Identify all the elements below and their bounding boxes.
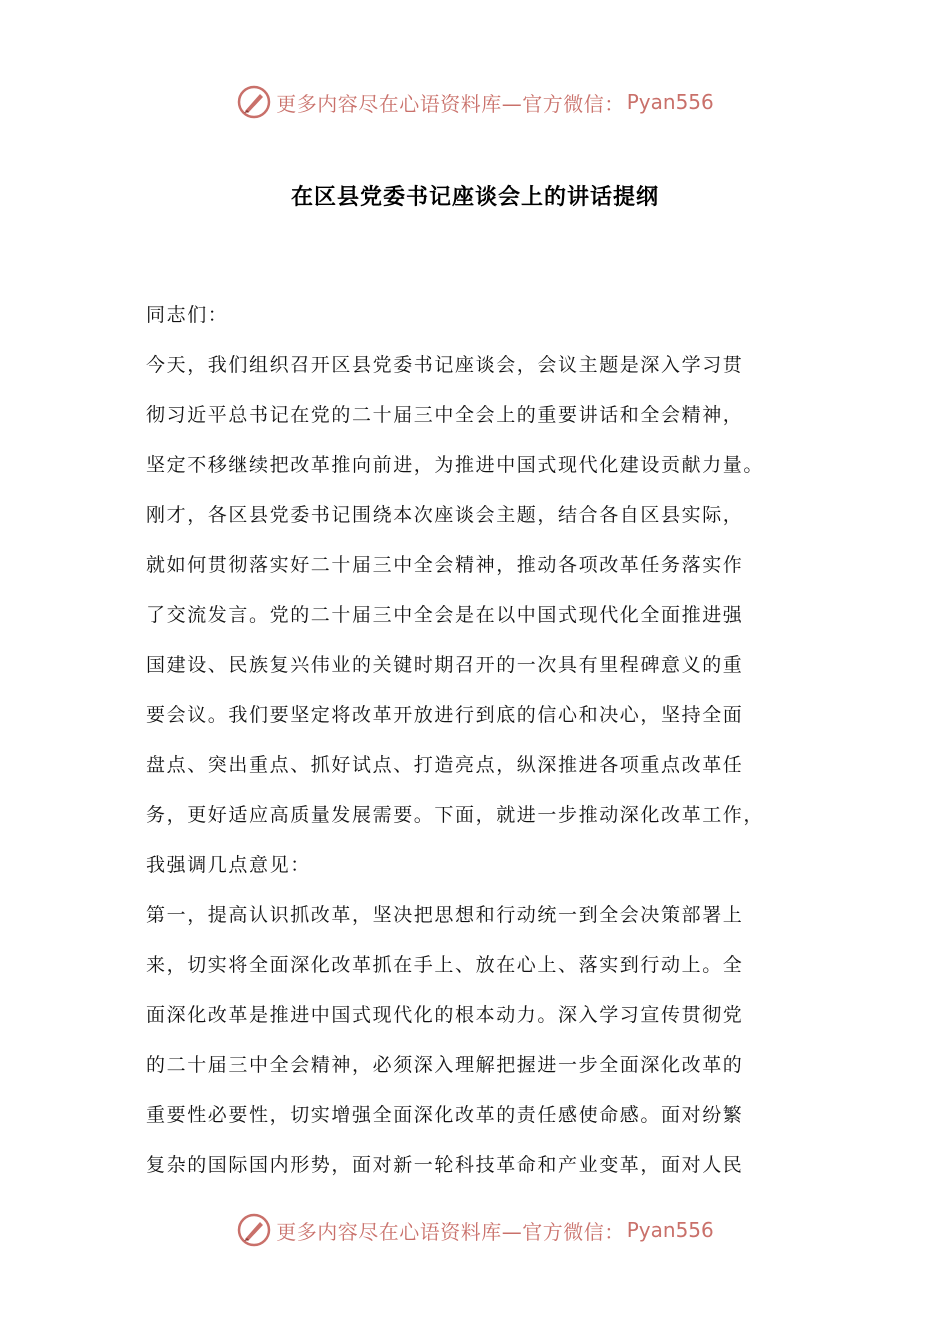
paragraph-line: 复杂的国际国内形势，面对新一轮科技革命和产业变革，面对人民 [146,1154,744,1176]
watermark-text: 更多内容尽在心语资料库—官方微信： [276,1219,625,1244]
paragraph-line: 来，切实将全面深化改革抓在手上、放在心上、落实到行动上。全 [146,954,744,976]
paragraph-line: 我强调几点意见： [146,854,311,876]
paragraph-line: 第一，提高认识抓改革，坚决把思想和行动统一到全会决策部署上 [146,904,744,926]
watermark-text: 更多内容尽在心语资料库—官方微信： [276,91,625,116]
salutation-line: 同志们： [146,304,229,326]
paragraph-line: 要会议。我们要坚定将改革开放进行到底的信心和决心，坚持全面 [146,704,744,726]
paragraph-line: 了交流发言。党的二十届三中全会是在以中国式现代化全面推进强 [146,604,744,626]
paragraph-line: 国建设、民族复兴伟业的关键时期召开的一次具有里程碑意义的重 [146,654,744,676]
paragraph-line: 坚定不移继续把改革推向前进，为推进中国式现代化建设贡献力量。 [146,454,765,476]
paragraph-line: 彻习近平总书记在党的二十届三中全会上的重要讲话和全会精神， [146,404,744,426]
paragraph-line: 的二十届三中全会精神，必须深入理解把握进一步全面深化改革的 [146,1054,744,1076]
watermark-wechat-id: Pyan556 [626,1218,714,1242]
document-body [146,290,826,1190]
document-title: 在区县党委书记座谈会上的讲话提纲 [290,184,659,210]
paragraph-line: 今天，我们组织召开区县党委书记座谈会，会议主题是深入学习贯 [146,354,744,376]
paragraph-line: 务，更好适应高质量发展需要。下面，就进一步推动深化改革工作， [146,804,765,826]
watermark-banner-top [0,80,950,124]
pen-logo-icon [236,1212,272,1248]
paragraph-line: 刚才，各区县党委书记围绕本次座谈会主题，结合各自区县实际， [146,504,744,526]
paragraph-line: 面深化改革是推进中国式现代化的根本动力。深入学习宣传贯彻党 [146,1004,744,1026]
paragraph-line: 就如何贯彻落实好二十届三中全会精神，推动各项改革任务落实作 [146,554,744,576]
watermark-wechat-id: Pyan556 [626,90,714,114]
paragraph-line: 重要性必要性，切实增强全面深化改革的责任感使命感。面对纷繁 [146,1104,744,1126]
watermark-banner-bottom [0,1208,950,1252]
paragraph-line: 盘点、突出重点、抓好试点、打造亮点，纵深推进各项重点改革任 [146,754,744,776]
pen-logo-icon [236,84,272,120]
